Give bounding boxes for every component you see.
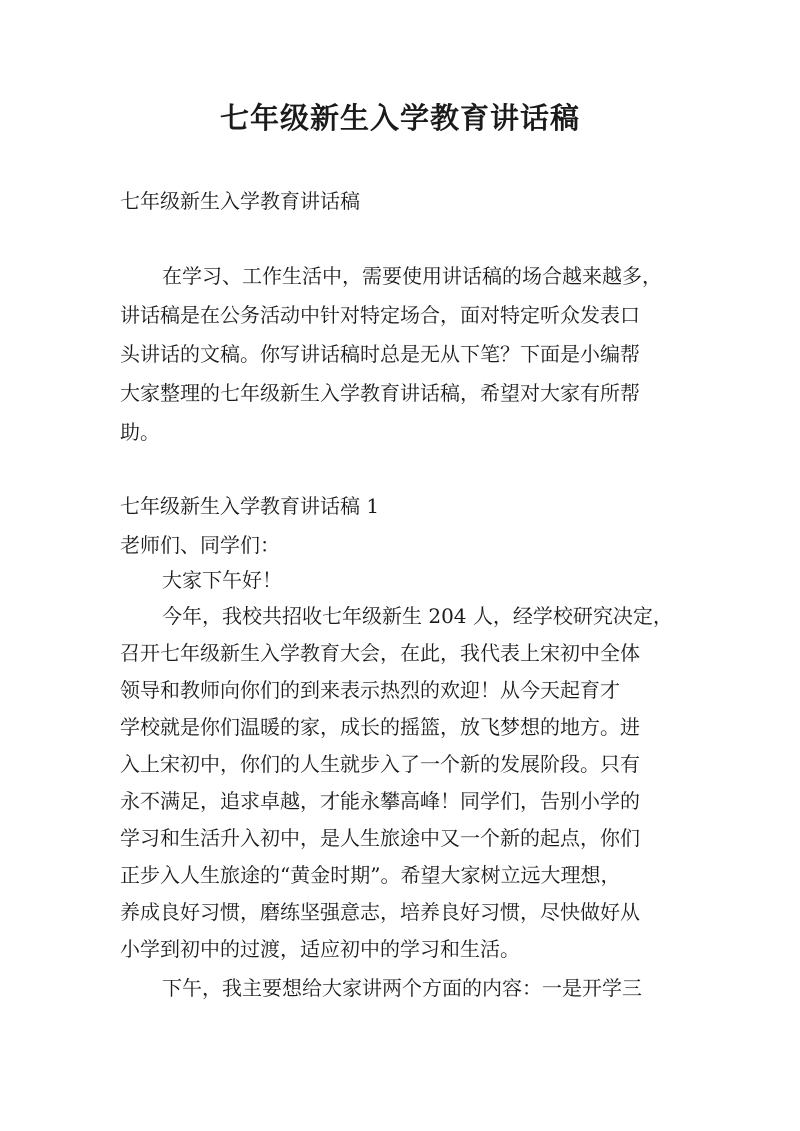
intro-line: 讲话稿是在公务活动中针对特定场合，面对特定听众发表口 <box>120 303 640 327</box>
body-line: 学习和生活升入初中，是人生旅途中又一个新的起点，你们 <box>120 826 640 850</box>
body-line: 召开七年级新生入学教育大会，在此，我代表上宋初中全体 <box>120 641 640 665</box>
body-line: 小学到初中的过渡，适应初中的学习和生活。 <box>120 937 520 961</box>
body-line: 养成良好习惯，磨练坚强意志，培养良好习惯，尽快做好从 <box>120 900 640 924</box>
body-line: 领导和教师向你们的到来表示热烈的欢迎！从今天起育才 <box>120 678 620 702</box>
intro-line: 在学习、工作生活中，需要使用讲话稿的场合越来越多， <box>162 264 662 288</box>
intro-line: 头讲话的文稿。你写讲话稿时总是无从下笔？下面是小编帮 <box>120 342 640 366</box>
greeting: 大家下午好！ <box>162 568 282 592</box>
intro-line: 大家整理的七年级新生入学教育讲话稿，希望对大家有所帮 <box>120 381 640 405</box>
document-title: 七年级新生入学教育讲话稿 <box>219 101 580 135</box>
body-line: 永不满足，追求卓越，才能永攀高峰！同学们，告别小学的 <box>120 789 640 813</box>
body-line: 学校就是你们温暖的家，成长的摇篮，放飞梦想的地方。进 <box>120 715 640 739</box>
body-line: 入上宋初中，你们的人生就步入了一个新的发展阶段。只有 <box>120 752 640 776</box>
section-heading: 七年级新生入学教育讲话稿 1 <box>120 494 380 518</box>
body-line: 今年，我校共招收七年级新生 204 人，经学校研究决定， <box>162 604 673 628</box>
document-subtitle: 七年级新生入学教育讲话稿 <box>120 189 360 213</box>
intro-line: 助。 <box>120 420 160 444</box>
body-line: 正步入人生旅途的“黄金时期”。希望大家树立远大理想， <box>120 863 621 887</box>
body-line-last: 下午，我主要想给大家讲两个方面的内容：一是开学三 <box>162 976 642 1000</box>
salutation: 老师们、同学们： <box>120 533 280 557</box>
